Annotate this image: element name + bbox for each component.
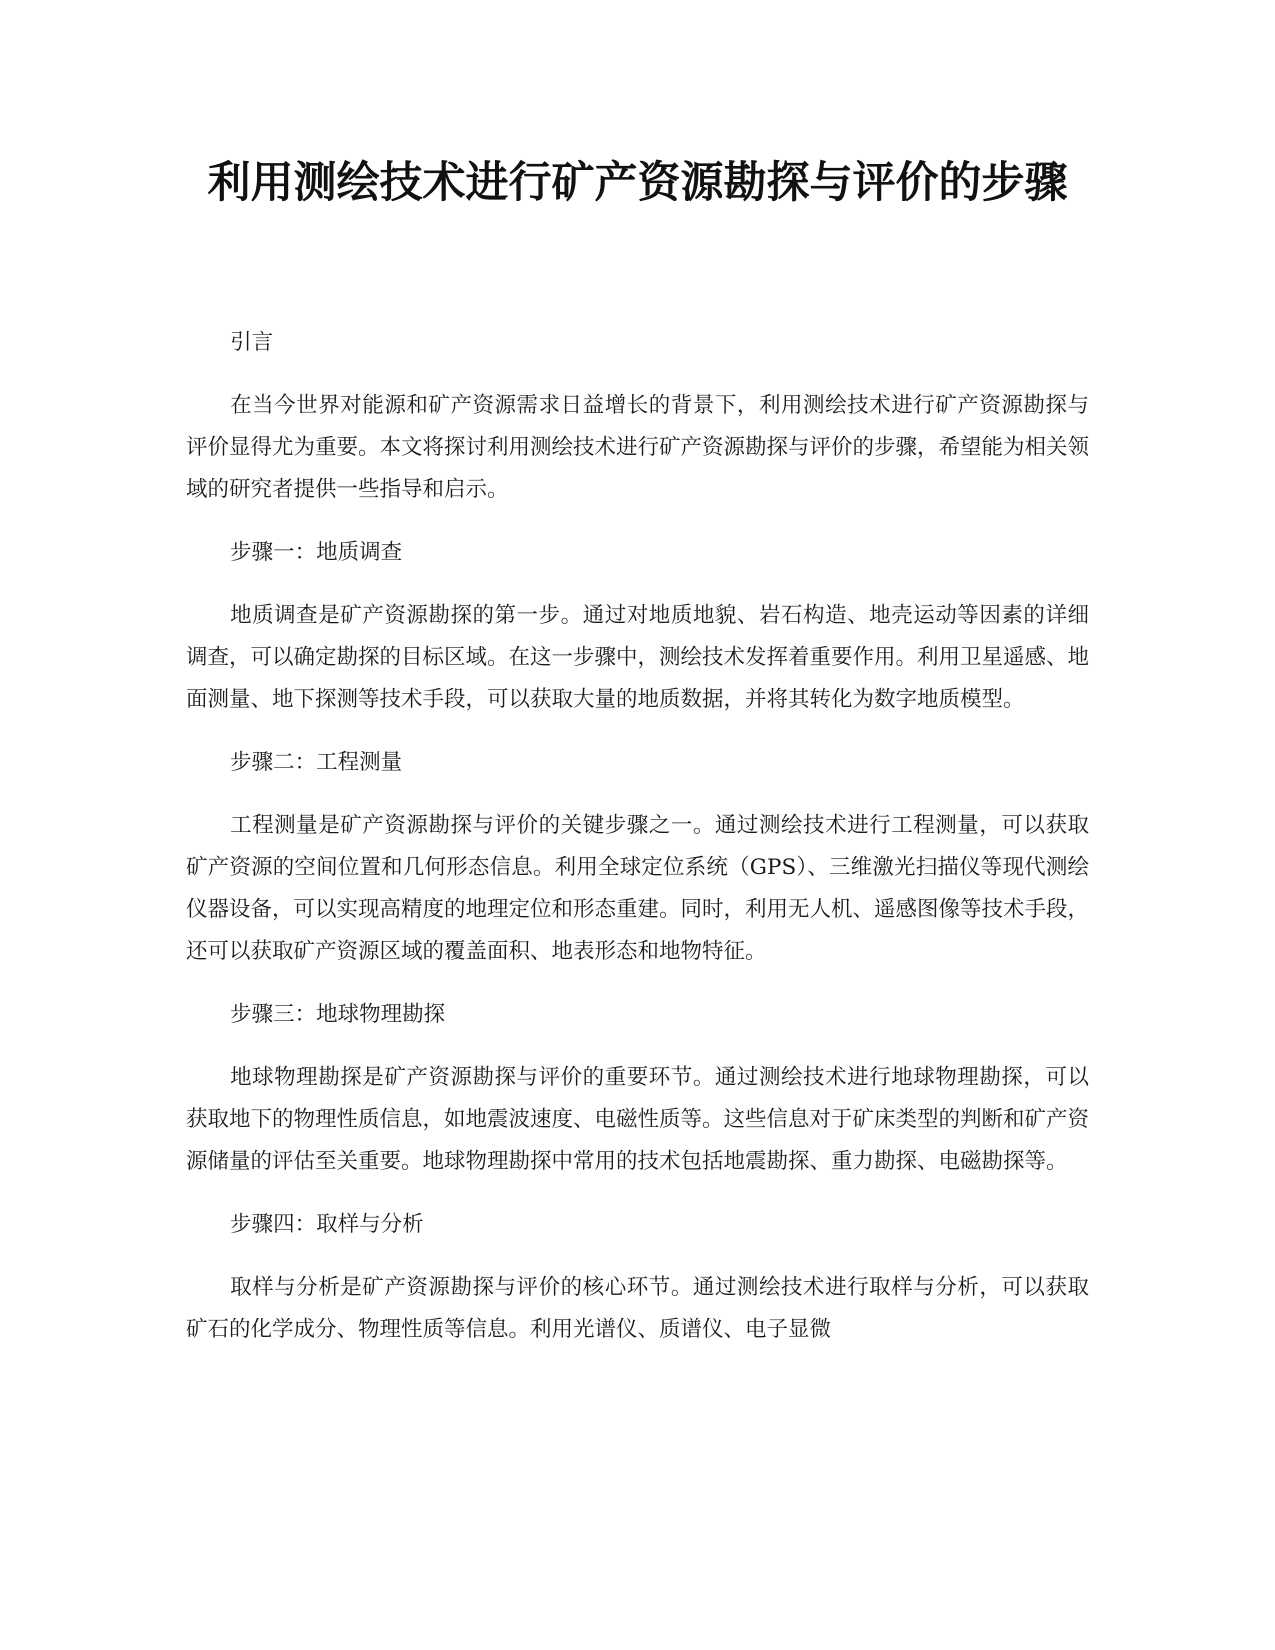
document-title: 利用测绘技术进行矿产资源勘探与评价的步骤 <box>207 158 1068 208</box>
section-heading-step-4: 步骤四：取样与分析 <box>230 1212 424 1237</box>
document-body <box>186 322 1089 1372</box>
section-heading-step-1: 步骤一：地质调查 <box>230 540 403 565</box>
section-heading-step-3: 步骤三：地球物理勘探 <box>230 1002 446 1027</box>
paragraph-step-2: 工程测量是矿产资源勘探与评价的关键步骤之一。通过测绘技术进行工程测量，可以获取矿产资源的空间位置和几何形态信息。利用全球定位系统（GPS）、三维激光扫描仪等现代测绘仪器设备，可以实现高精度的地理定位和形态重建。同时，利用无人机、遥感图像等技术手段，还可以获取矿产资源区域的覆盖面积、地表形态和地物特征。 <box>186 813 1090 964</box>
paragraph-step-3: 地球物理勘探是矿产资源勘探与评价的重要环节。通过测绘技术进行地球物理勘探，可以获取地下的物理性质信息，如地震波速度、电磁性质等。这些信息对于矿床类型的判断和矿产资源储量的评估至关重要。地球物理勘探中常用的技术包括地震勘探、重力勘探、电磁勘探等。 <box>186 1065 1090 1174</box>
section-heading-introduction: 引言 <box>230 330 274 355</box>
paragraph-step-1: 地质调查是矿产资源勘探的第一步。通过对地质地貌、岩石构造、地壳运动等因素的详细调查，可以确定勘探的目标区域。在这一步骤中，测绘技术发挥着重要作用。利用卫星遥感、地面测量、地下探测等技术手段，可以获取大量的地质数据，并将其转化为数字地质模型。 <box>186 603 1090 712</box>
paragraph-step-4: 取样与分析是矿产资源勘探与评价的核心环节。通过测绘技术进行取样与分析，可以获取矿石的化学成分、物理性质等信息。利用光谱仪、质谱仪、电子显微 <box>186 1275 1089 1342</box>
paragraph-introduction: 在当今世界对能源和矿产资源需求日益增长的背景下，利用测绘技术进行矿产资源勘探与评价显得尤为重要。本文将探讨利用测绘技术进行矿产资源勘探与评价的步骤，希望能为相关领域的研究者提供一些指导和启示。 <box>186 393 1090 502</box>
section-heading-step-2: 步骤二：工程测量 <box>230 750 403 775</box>
